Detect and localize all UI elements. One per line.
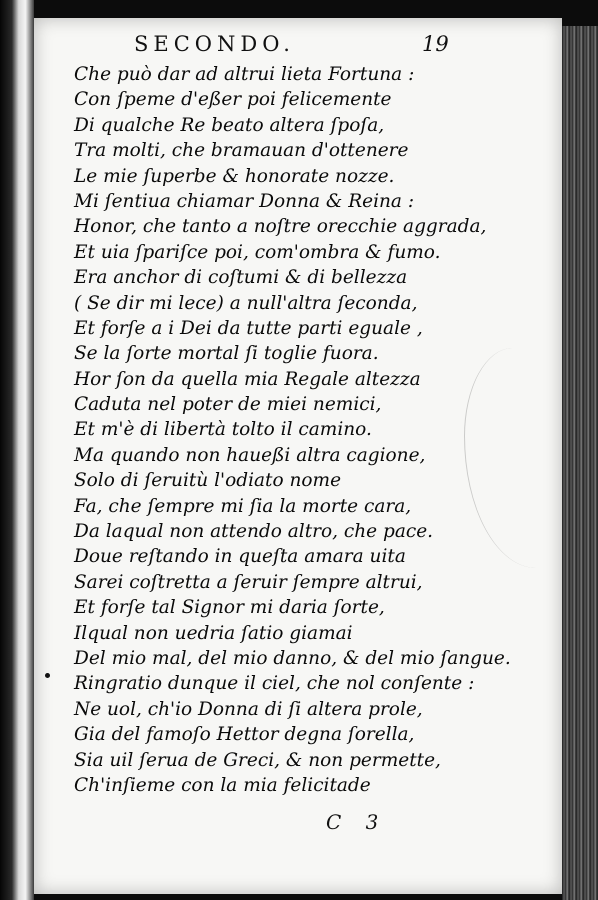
verse-block [74,62,511,798]
margin-mark [45,673,50,678]
verse-line: Ne uol, ch'io Donna di ſi altera prole, [74,698,423,720]
verse-line: Ilqual non uedria ſatio giamai [74,622,353,644]
verse-line: Et m'è di libertà tolto il camino. [74,419,372,441]
verse-line: Da laqual non attendo altro, che pace. [74,521,434,543]
page-header [34,32,562,62]
verse-line: Di qualche Re beato altera ſpoſa, [74,114,385,136]
verse-line: Ch'inſieme con la mia felicitade [74,774,371,796]
verse-line: Del mio mal, del mio danno, & del mio ſangue. [74,647,511,669]
running-head: SECONDO. [134,32,295,56]
verse-line: Sarei coſtretta a ſeruir ſempre altrui, [74,571,423,593]
book-page [34,18,562,894]
verse-line: Gia del famoſo Hettor degna ſorella, [74,724,415,746]
verse-line: Se la ſorte mortal ſi toglie fuora. [74,343,379,365]
verse-line: ( Se dir mi lece) a null'altra ſeconda, [74,292,418,314]
verse-line: Honor, che tanto a noſtre orecchie aggrada, [74,216,487,238]
verse-line: Doue reſtando in queſta amara uita [74,546,406,568]
verse-line: Et forſe tal Signor mi daria ſorte, [74,597,385,619]
page-number: 19 [422,32,449,56]
verse-line: Tra molti, che bramauan d'ottenere [74,140,409,162]
verse-line: Et uia ſpariſce poi, com'ombra & fumo. [74,241,441,263]
verse-line: Et forſe a i Dei da tutte parti eguale , [74,317,423,339]
verse-line: Hor ſon da quella mia Regale altezza [74,368,421,390]
verse-line: Solo di ſeruitù l'odiato nome [74,470,342,492]
verse-line: Che può dar ad altrui lieta Fortuna : [74,64,415,85]
verse-line: Le mie ſuperbe & honorate nozze. [74,165,395,187]
verse-line: Fa, che ſempre mi ſia la morte cara, [74,495,412,517]
verse-line: Era anchor di coſtumi & di bellezza [74,267,408,289]
verse-line: Mi ſentiua chiamar Donna & Reina : [74,190,415,212]
verse-line: Ma quando non haueßi altra cagione, [74,444,426,466]
verse-line: Ringratio dunque il ciel, che nol conſente : [74,673,475,695]
facing-page-edge [0,0,34,900]
signature-mark: C 3 [326,810,388,834]
verse-line: Con ſpeme d'eßer poi felicemente [74,89,392,111]
verse-line: Caduta nel poter de miei nemici, [74,394,382,416]
verse-line: Sia uil ſerua de Greci, & non permette, [74,749,441,771]
